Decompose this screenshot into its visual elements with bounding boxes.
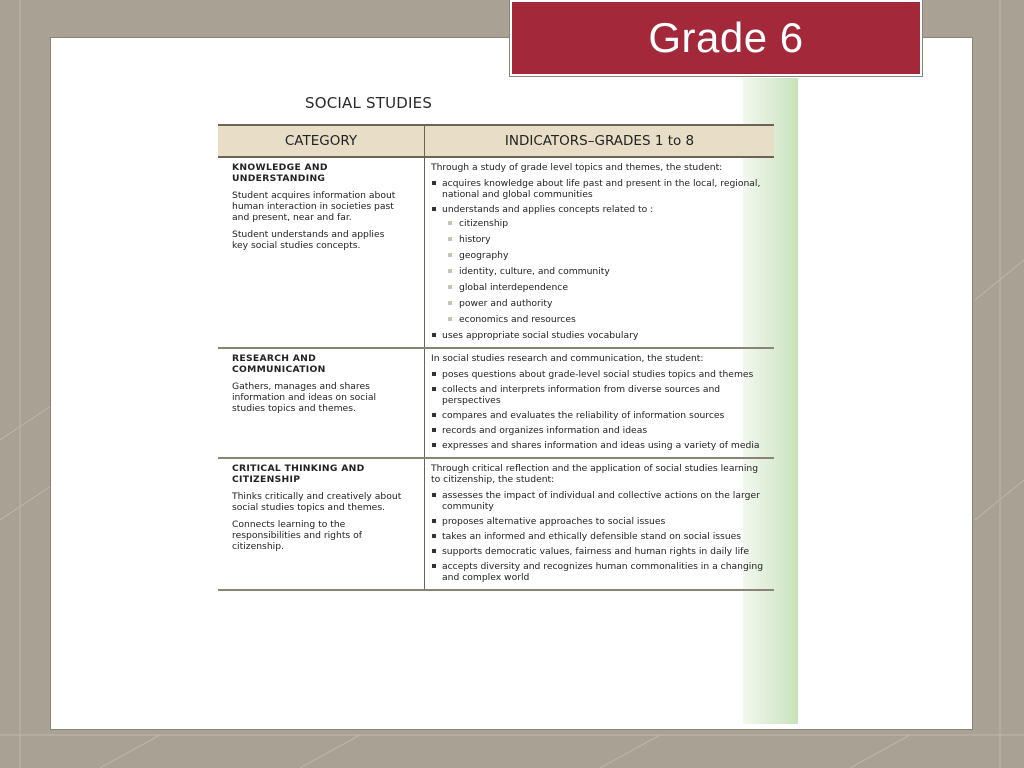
category-description: Thinks critically and creatively about social studies topics and themes. — [232, 491, 402, 513]
indicator-item — [431, 425, 768, 436]
indicator-text: supports democratic values, fairness and human rights in daily life — [442, 546, 750, 557]
concept-item: geography — [442, 250, 768, 261]
category-cell — [218, 348, 425, 458]
indicator-item — [431, 440, 768, 451]
category-description: Connects learning to the responsibilities and rights of citizenship. — [232, 519, 362, 552]
indicator-item — [431, 516, 768, 527]
indicator-text: understands and applies concepts related to : — [442, 204, 654, 215]
indicators-intro: In social studies research and communication, the student: — [431, 353, 704, 364]
category-cell — [218, 157, 425, 348]
indicator-item — [431, 204, 768, 325]
indicator-text: records and organizes information and ideas — [442, 425, 648, 436]
indicator-item — [431, 531, 768, 542]
indicators-cell — [425, 348, 775, 458]
table-row — [218, 157, 774, 348]
indicator-text: poses questions about grade-level social studies topics and themes — [442, 369, 754, 380]
indicator-item — [431, 490, 768, 512]
concept-item: global interdependence — [442, 282, 768, 293]
indicators-cell — [425, 458, 775, 590]
table-body — [218, 157, 774, 590]
indicators-table — [218, 124, 774, 591]
indicator-text: accepts diversity and recognizes human commonalities in a changing and complex world — [442, 561, 764, 583]
indicator-item — [431, 384, 768, 406]
indicators-intro: Through critical reflection and the application of social studies learning to citizenship, the student: — [431, 463, 759, 485]
indicator-item — [431, 546, 768, 557]
indicator-text: assesses the impact of individual and collective actions on the larger community — [442, 490, 760, 512]
indicator-text: compares and evaluates the reliability of information sources — [442, 410, 725, 421]
indicator-text: acquires knowledge about life past and present in the local, regional, national and global communities — [442, 178, 761, 200]
column-header-indicators: INDICATORS–GRADES 1 to 8 — [425, 125, 775, 157]
concept-list — [442, 218, 768, 325]
indicator-text: takes an informed and ethically defensible stand on social issues — [442, 531, 742, 542]
indicator-list — [431, 178, 768, 341]
table-row — [218, 348, 774, 458]
table-row — [218, 458, 774, 590]
column-header-category: CATEGORY — [218, 125, 425, 157]
concept-item: history — [442, 234, 768, 245]
concept-item: power and authority — [442, 298, 768, 309]
indicator-text: collects and interprets information from diverse sources and perspectives — [442, 384, 721, 406]
indicator-text: expresses and shares information and ideas using a variety of media — [442, 440, 760, 451]
title-banner — [510, 0, 922, 76]
indicator-item — [431, 178, 768, 200]
table-header-row — [218, 125, 774, 157]
category-title: CRITICAL THINKING AND CITIZENSHIP — [232, 463, 365, 485]
indicator-item — [431, 330, 768, 341]
concept-item: economics and resources — [442, 314, 768, 325]
indicator-list — [431, 490, 768, 583]
document-heading: SOCIAL STUDIES — [305, 94, 433, 112]
category-title: KNOWLEDGE AND UNDERSTANDING — [232, 162, 328, 184]
category-description: Student acquires information about human interaction in societies past and present, near and far. — [232, 190, 396, 223]
indicator-text: proposes alternative approaches to social issues — [442, 516, 666, 527]
category-description: Student understands and applies key social studies concepts. — [232, 229, 385, 251]
indicator-item — [431, 561, 768, 583]
concept-item: citizenship — [442, 218, 768, 229]
indicator-item — [431, 410, 768, 421]
category-cell — [218, 458, 425, 590]
indicators-intro: Through a study of grade level topics and themes, the student: — [431, 162, 723, 173]
indicator-item — [431, 369, 768, 380]
indicators-cell — [425, 157, 775, 348]
slide-title: Grade 6 — [648, 14, 804, 61]
indicator-text: uses appropriate social studies vocabulary — [442, 330, 639, 341]
concept-item: identity, culture, and community — [442, 266, 768, 277]
indicator-list — [431, 369, 768, 451]
category-title: RESEARCH AND COMMUNICATION — [232, 353, 326, 375]
category-description: Gathers, manages and shares information and ideas on social studies topics and themes. — [232, 381, 377, 414]
